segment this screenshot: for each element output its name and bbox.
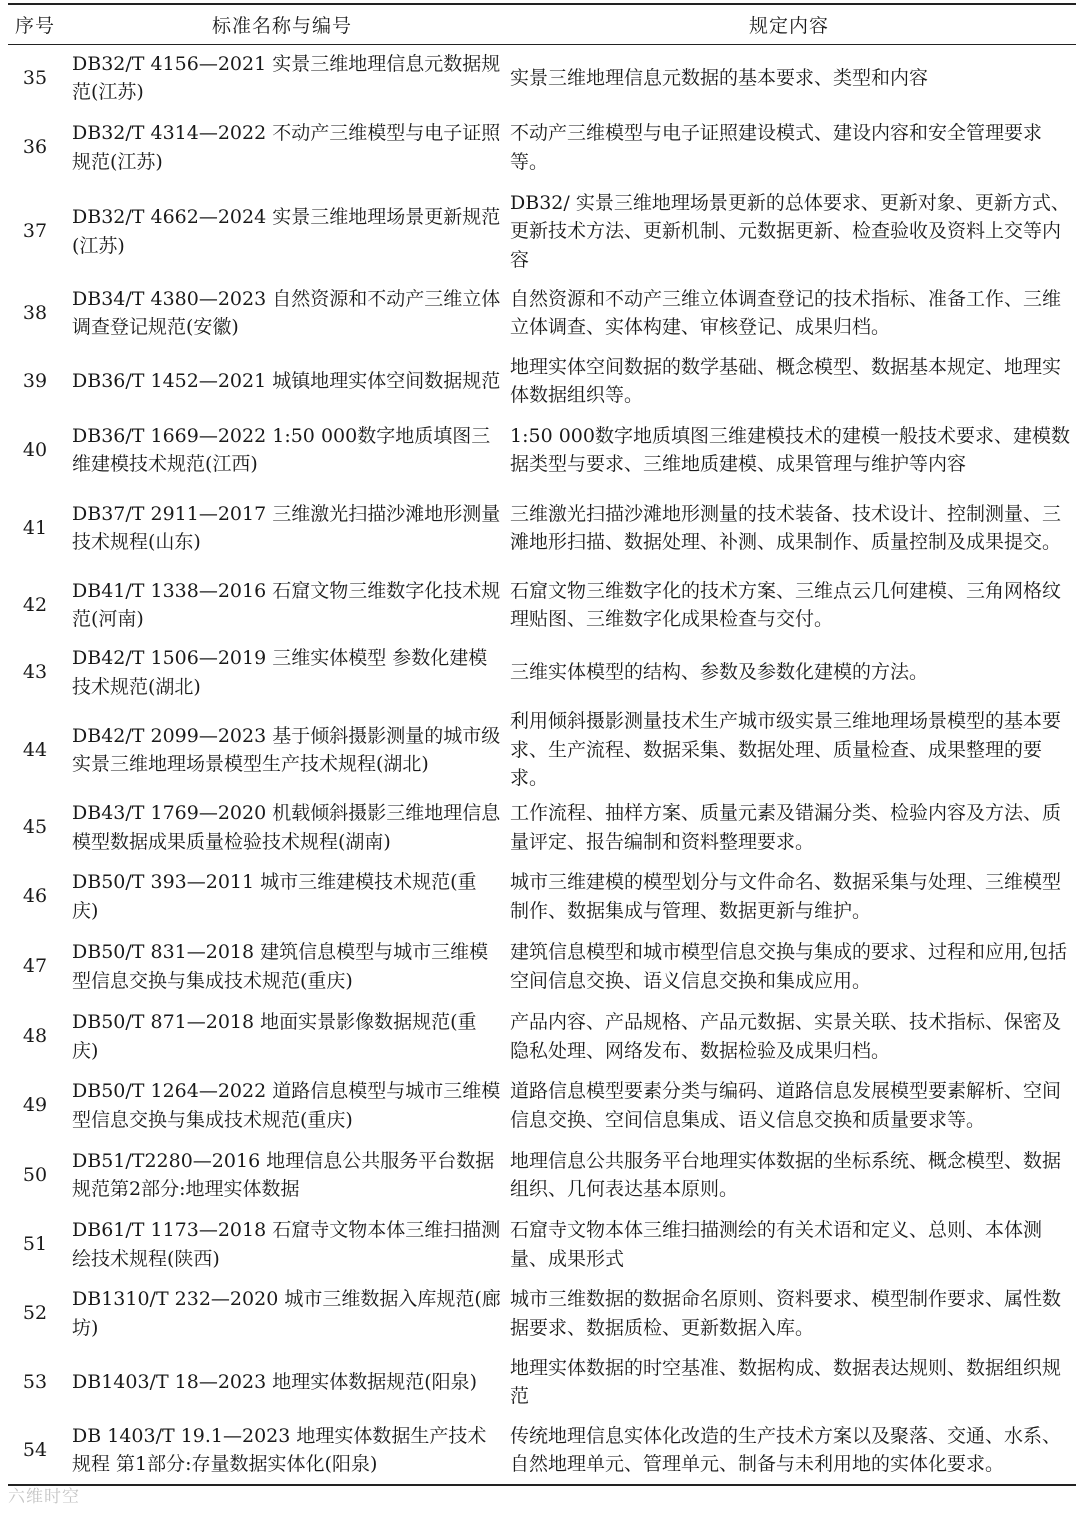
table-header-row [8, 4, 1076, 44]
standard-name: DB50/T 393—2011 城市三维建模技术规范(重庆) [72, 871, 477, 922]
standard-name: DB32/T 4156—2021 实景三维地理信息元数据规范(江苏) [72, 52, 501, 104]
row-number: 50 [22, 1163, 48, 1186]
header-number: 序号 [8, 4, 62, 44]
standards-table [8, 3, 1076, 1486]
row-number: 36 [22, 136, 48, 159]
standard-name: DB1403/T 18—2023 地理实体数据规范(阳泉) [72, 1370, 478, 1393]
regulation-content: 产品内容、产品规格、产品元数据、实景关联、技术指标、保密及隐私处理、网络发布、数据检验及成果归档。 [510, 1011, 1062, 1062]
regulation-content: 地理实体数据的时空基准、数据构成、数据表达规则、数据组织规范 [510, 1356, 1062, 1407]
standard-name: DB 1403/T 19.1—2023 地理实体数据生产技术规程 第1部分:存量数据实体化(阳泉) [62, 1416, 502, 1485]
regulation-content: 三维激光扫描沙滩地形测量的技术装备、技术设计、控制测量、三滩地形扫描、数据处理、补测、成果制作、质量控制及成果提交。 [510, 502, 1062, 553]
table-row [8, 1279, 1076, 1348]
header-standard-name: 标准名称与编号 [62, 4, 502, 44]
regulation-content: 三维实体模型的结构、参数及参数化建模的方法。 [510, 661, 929, 684]
watermark: 六维时空 [8, 1487, 80, 1507]
regulation-content: 城市三维数据的数据命名原则、资料要求、模型制作要求、属性数据要求、数据质检、更新数据入库。 [510, 1288, 1062, 1339]
row-number: 37 [22, 220, 48, 243]
row-number: 47 [22, 955, 48, 978]
regulation-content: 传统地理信息实体化改造的生产技术方案以及聚落、交通、水系、自然地理单元、管理单元、制备与未利用地的实体化要求。 [502, 1416, 1076, 1485]
row-number: 52 [22, 1302, 48, 1325]
standard-name: DB51/T2280—2016 地理信息公共服务平台数据规范第2部分:地理实体数据 [72, 1149, 495, 1200]
table-row [8, 1348, 1076, 1416]
standard-name: DB61/T 1173—2018 石窟寺文物本体三维扫描测绘技术规程(陕西) [72, 1219, 501, 1270]
regulation-content: 1:50 000数字地质填图三维建模技术的建模一般技术要求、建模数据类型与要求、三维地质建模、成果管理与维护等内容 [510, 424, 1070, 475]
row-number: 53 [22, 1370, 48, 1393]
table-row [8, 1071, 1076, 1140]
regulation-content: 道路信息模型要素分类与编码、道路信息发展模型要素解析、空间信息交换、空间信息集成、语义信息交换和质量要求等。 [510, 1080, 1062, 1131]
standard-name: DB42/T 1506—2019 三维实体模型 参数化建模技术规范(湖北) [72, 647, 488, 698]
row-number: 48 [22, 1025, 48, 1048]
standard-name: DB34/T 4380—2023 自然资源和不动产三维立体调查登记规范(安徽) [72, 287, 501, 338]
table-row [8, 1416, 1076, 1485]
standard-name: DB37/T 2911—2017 三维激光扫描沙滩地形测量技术规程(山东) [72, 502, 501, 553]
standard-name: DB42/T 2099—2023 基于倾斜摄影测量的城市级实景三维地理场景模型生产技术规程(湖北) [72, 724, 501, 775]
regulation-content: 石窟寺文物本体三维扫描测绘的有关术语和定义、总则、本体测量、成果形式 [510, 1219, 1043, 1270]
table-row [8, 280, 1076, 346]
table-row [8, 183, 1076, 280]
standard-name: DB36/T 1452—2021 城镇地理实体空间数据规范 [72, 369, 501, 392]
standard-name: DB1310/T 232—2020 城市三维数据入库规范(廊坊) [72, 1288, 501, 1339]
row-number: 40 [22, 438, 48, 461]
regulation-content: 工作流程、抽样方案、质量元素及错漏分类、检验内容及方法、质量评定、报告编制和资料整理要求。 [510, 802, 1062, 853]
table-row [8, 346, 1076, 416]
table-row [8, 707, 1076, 793]
standard-name: DB36/T 1669—2022 1:50 000数字地质填图三维建模技术规范(江西) [72, 424, 491, 475]
table-row [8, 44, 1076, 112]
regulation-content: 实景三维地理信息元数据的基本要求、类型和内容 [510, 67, 929, 89]
row-number: 42 [22, 593, 48, 616]
table-row [8, 1140, 1076, 1210]
row-number: 35 [22, 67, 48, 89]
row-number: 45 [22, 816, 48, 839]
row-number: 41 [22, 516, 48, 539]
table-row [8, 638, 1076, 707]
regulation-content: 利用倾斜摄影测量技术生产城市级实景三维地理场景模型的基本要求、生产流程、数据采集、数据处理、质量检查、成果整理的要求。 [510, 710, 1062, 790]
regulation-content: 不动产三维模型与电子证照建设模式、建设内容和安全管理要求等。 [510, 122, 1043, 173]
row-number: 54 [8, 1416, 62, 1485]
standard-name: DB41/T 1338—2016 石窟文物三维数字化技术规范(河南) [72, 579, 501, 630]
header-content: 规定内容 [502, 4, 1076, 44]
standard-name: DB32/T 4314—2022 不动产三维模型与电子证照规范(江苏) [72, 122, 501, 173]
regulation-content: 地理信息公共服务平台地理实体数据的坐标系统、概念模型、数据组织、几何表达基本原则。 [510, 1149, 1062, 1200]
table-row [8, 572, 1076, 638]
row-number: 39 [22, 369, 48, 392]
standard-name: DB50/T 831—2018 建筑信息模型与城市三维模型信息交换与集成技术规范(重庆) [72, 941, 489, 992]
row-number: 43 [22, 661, 48, 684]
row-number: 46 [22, 885, 48, 908]
row-number: 38 [22, 301, 48, 324]
table-row [8, 484, 1076, 572]
regulation-content: 石窟文物三维数字化的技术方案、三维点云几何建模、三角网格纹理贴图、三维数字化成果检查与交付。 [510, 579, 1062, 630]
table-row [8, 793, 1076, 862]
regulation-content: 自然资源和不动产三维立体调查登记的技术指标、准备工作、三维立体调查、实体构建、审核登记、成果归档。 [510, 287, 1062, 338]
standard-name: DB50/T 1264—2022 道路信息模型与城市三维模型信息交换与集成技术规范(重庆) [72, 1080, 501, 1131]
table-row [8, 112, 1076, 183]
standard-name: DB50/T 871—2018 地面实景影像数据规范(重庆) [72, 1011, 477, 1062]
table-row [8, 416, 1076, 484]
standard-name: DB32/T 4662—2024 实景三维地理场景更新规范(江苏) [72, 206, 501, 257]
regulation-content: 地理实体空间数据的数学基础、概念模型、数据基本规定、地理实体数据组织等。 [510, 355, 1062, 406]
table-row [8, 1002, 1076, 1071]
row-number: 49 [22, 1094, 48, 1117]
row-number: 44 [22, 738, 48, 761]
row-number: 51 [22, 1233, 48, 1256]
regulation-content: DB32/ 实景三维地理场景更新的总体要求、更新对象、更新方式、更新技术方法、更新机制、元数据更新、检查验收及资料上交等内容 [510, 191, 1070, 271]
table-row [8, 1210, 1076, 1279]
table-row [8, 931, 1076, 1002]
regulation-content: 建筑信息模型和城市模型信息交换与集成的要求、过程和应用,包括空间信息交换、语义信息交换和集成应用。 [510, 941, 1068, 992]
standard-name: DB43/T 1769—2020 机载倾斜摄影三维地理信息模型数据成果质量检验技术规程(湖南) [72, 802, 501, 853]
regulation-content: 城市三维建模的模型划分与文件命名、数据采集与处理、三维模型制作、数据集成与管理、数据更新与维护。 [510, 871, 1062, 922]
table-row [8, 862, 1076, 931]
